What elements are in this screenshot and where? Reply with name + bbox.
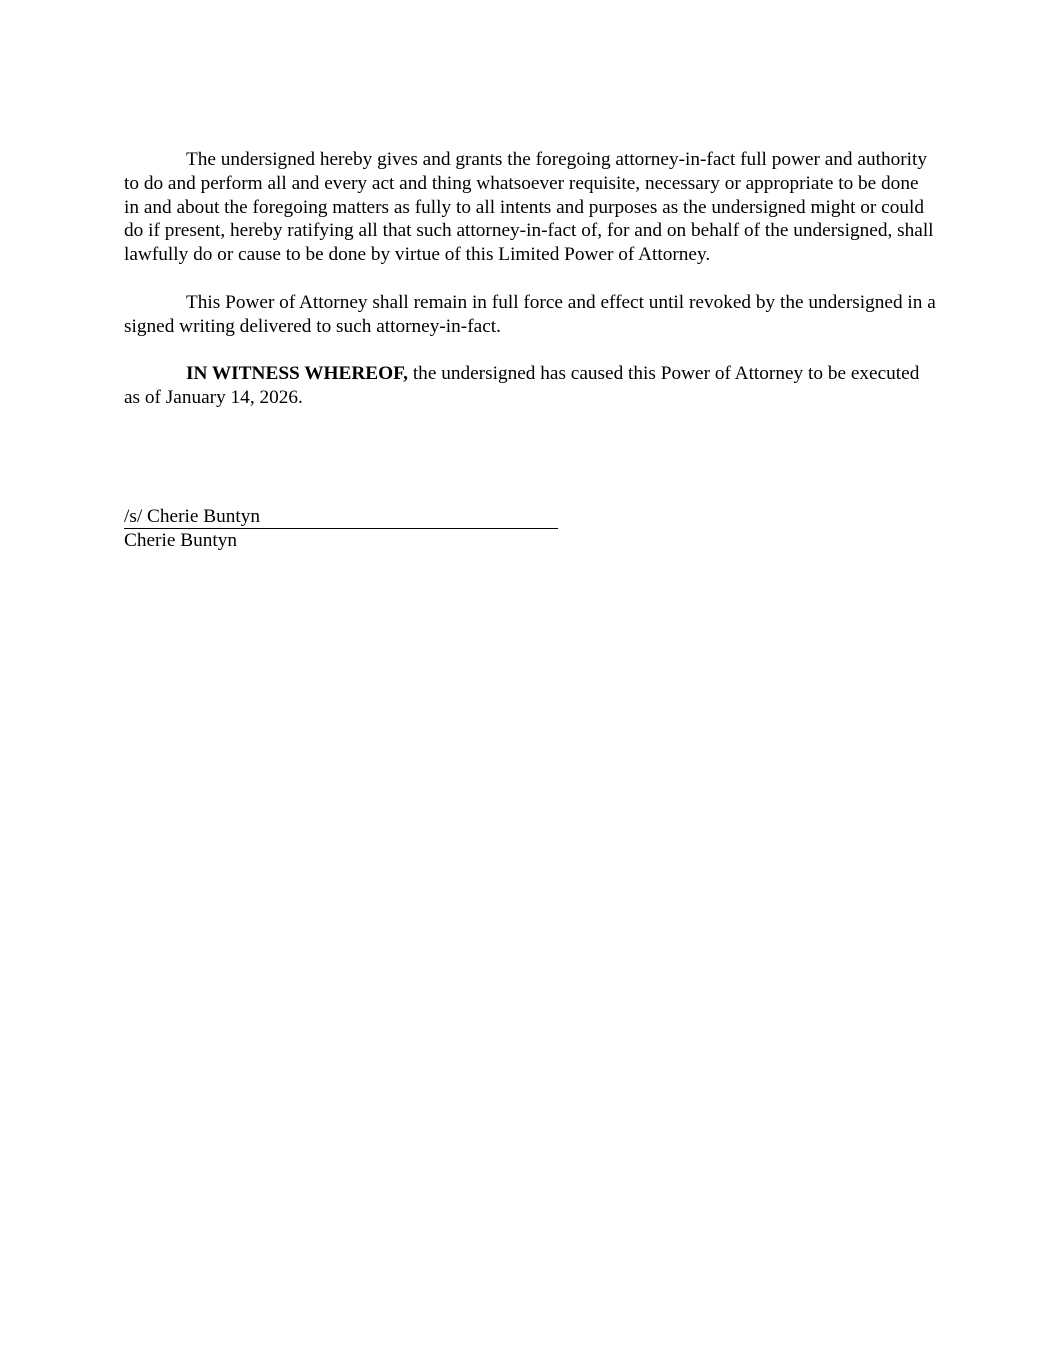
- signature-block: [124, 505, 624, 553]
- document-body: [124, 148, 936, 434]
- paragraph-witness: [124, 362, 936, 410]
- witness-heading: IN WITNESS WHEREOF,: [186, 363, 408, 385]
- signature-line: /s/ Cherie Buntyn: [124, 505, 558, 529]
- paragraph-authority-grant: The undersigned hereby gives and grants the foregoing attorney-in-fact full power and authority to do and perform all and every act and thing whatsoever requisite, necessary or appropriate to be done in and about the foregoing matters as fully to all intents and purposes as the undersigned might or could do if present, hereby ratifying all that such attorney-in-fact of, for and on behalf of the undersigned, shall lawfully do or cause to be done by virtue of this Limited Power of Attorney.: [124, 149, 934, 266]
- signer-printed-name: Cherie Buntyn: [124, 530, 237, 551]
- paragraph-duration: This Power of Attorney shall remain in full force and effect until revoked by the undersigned in a signed writing delivered to such attorney-in-fact.: [124, 291, 936, 337]
- witness-text: the undersigned has caused this Power of Attorney to be executed as of January 14, 2026.: [124, 363, 920, 408]
